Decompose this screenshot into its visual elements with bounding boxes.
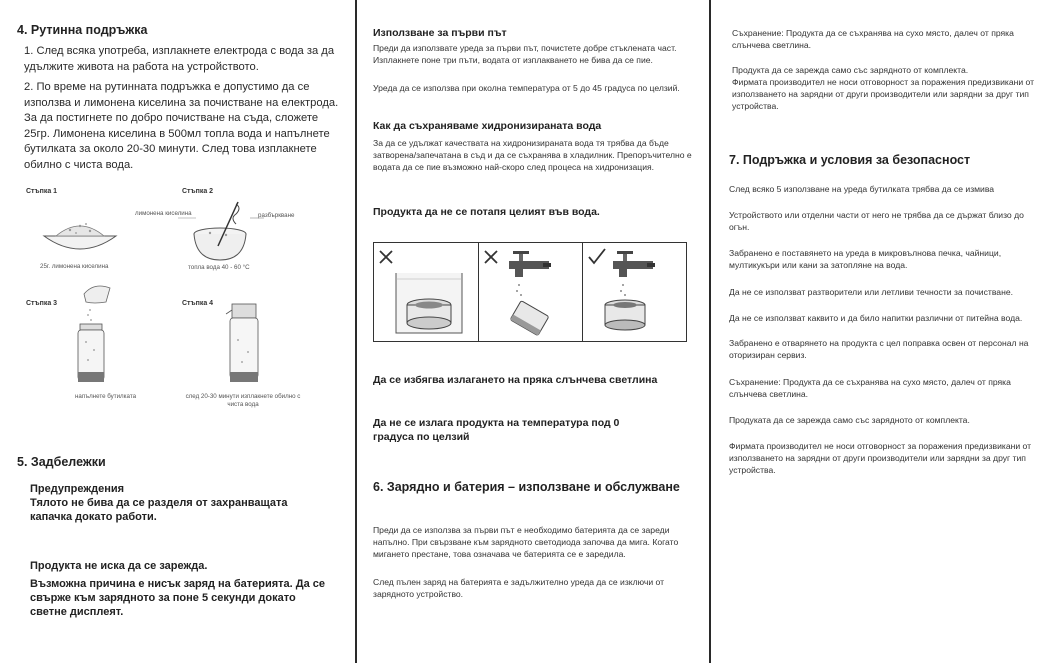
section-4-title: 4. Рутинна подръжка <box>17 23 148 37</box>
list-item: Да не се използват разтворители или летливи течности за почистване. <box>729 287 1013 297</box>
water-faucet-icon <box>509 251 551 277</box>
step-2-label: Стъпка 2 <box>182 188 214 195</box>
charger-note: Продукта да се зарежда само със зарядното от комплекта. <box>732 65 969 75</box>
step-2-caption-right: разбъркване <box>258 212 295 219</box>
step-2-caption-bottom: топла вода 40 - 60 °С <box>188 264 250 271</box>
step-4-label: Стъпка 4 <box>182 300 214 307</box>
column-divider-left <box>355 0 357 663</box>
charging-issue-title: Продукта не иска да се зарежда. <box>30 560 208 572</box>
step-4-caption: след 20-30 минути изплакнете обилно с чиста вода <box>185 393 301 408</box>
freezing-warning-title: Да не се излага продукта на температура под 0 градуса по целзий <box>373 417 620 443</box>
water-faucet-icon <box>613 251 655 277</box>
section-5-title: 5. Задбележки <box>17 455 106 469</box>
storage-note: Съхранение: Продукта да се съхранява на сухо място, далеч от пряка слънчева светлина. <box>732 28 1014 50</box>
storage-text: За да се удължат качествата на хидронизираната вода тя трябва да бъде затворена/запечатана в съд и да се съхранява в хладилник. Препоръчително е водата да се пие възможно най-скоро след процеса на хидронизация. <box>373 138 692 172</box>
list-item: След всяко 5 използване на уреда бутилката трябва да се измива <box>729 184 995 194</box>
section-6-paragraph-2: След пълен заряд на батерията е задължително уреда да се изключи от зарядното устройство. <box>373 577 665 599</box>
first-use-text: Преди да използвате уреда за първи път, почистете добре стъклената част. Изплакнете поне три пъти, водата от изплакването не бива да се пие. <box>373 43 677 65</box>
section-4-paragraph-1: 1. След всяка употреба, изплакнете електрода с вода за да удължите живота на работа на устройството. <box>24 45 335 73</box>
step-1-caption: 25г. лимонена киселина <box>40 263 109 270</box>
list-item: Устройството или отделни части от него не трябва да се държат близо до огън. <box>729 210 1024 232</box>
stirring-pot-icon <box>178 198 268 268</box>
warnings-text: Тялото не бива да се разделя от захранващата капачка докато работи. <box>30 497 288 523</box>
list-item: Продуката да се зарежда само със зарядното от комплекта. <box>729 415 970 425</box>
panel-correct-wash <box>582 243 687 341</box>
column-divider-right <box>709 0 711 663</box>
charging-issue-text: Възможна причина е нисък заряд на батерията. Да се свърже към зарядното за поне 5 секунди докато светне дисплеят. <box>30 578 326 618</box>
panel-no-immerse <box>374 243 478 341</box>
immerse-warning-title: Продукта да не се потапя целият във вода. <box>373 206 600 218</box>
citric-acid-bowl-icon <box>40 210 120 260</box>
cross-mark-icon <box>380 251 392 263</box>
pour-into-bottle-icon <box>66 280 126 390</box>
list-item: Съхранение: Продукта да се съхранява на сухо място, далеч от пряка слънчева светлина. <box>729 377 1011 399</box>
list-item: Забранено е поставянето на уреда в микровълнова печка, чайници, мултикукъри или кани за затопляне на вода. <box>729 248 1002 270</box>
check-mark-icon <box>589 249 605 263</box>
step-2-caption-left: лимонена киселина <box>135 210 192 217</box>
sunlight-warning-title: Да се избягва излагането на пряка слънчева светлина <box>373 374 658 386</box>
warnings-title: Предупреждения <box>30 483 125 495</box>
cross-mark-icon <box>485 251 497 263</box>
list-item: Фирмата производител не носи отговорност за поражения предизвикани от използването на зарядни от други производители или зарядни за друг тип устройства. <box>729 441 1032 475</box>
step-3-label: Стъпка 3 <box>26 300 58 307</box>
column-maintenance <box>0 0 355 663</box>
step-3-caption: напълнете бутилката <box>75 393 137 400</box>
section-6-title: 6. Зарядно и батерия – използване и обслужване <box>373 480 680 494</box>
first-use-title: Използване за първи път <box>373 27 507 39</box>
panel-no-upside-down <box>478 243 583 341</box>
section-6-paragraph-1: Преди да се използва за първи път е необходимо батерията да се зареди напълно. При свързване към зарядното светодиода започва да мига. Когато мигането престане, това означава че батерията се е заредила. <box>373 525 679 559</box>
washing-instructions-illustration <box>373 242 687 342</box>
rinse-bottle-icon <box>220 300 270 390</box>
list-item: Забранено е отварянето на продукта с цел поправка освен от персонал на оторизиран сервиз. <box>729 338 1029 360</box>
storage-title: Как да съхраняваме хидронизираната вода <box>373 120 602 132</box>
section-4-paragraph-2: 2. По време на рутинната подръжка е допустимо да се използва и лимонена киселина за почистване на електрода. За да постигнете по добро почистване на съда, сложете 25гр. Лимонена киселина в 500мл топла вода и напълнете бутилката за около 20-30 минути. След това изплакнете обилно с чиста вода. <box>24 81 339 171</box>
disclaimer-note: Фирмата производител не носи отговорност за поражения предизвикани от използването на зарядни от други производители или зарядни за друг тип устройства. <box>732 77 1035 111</box>
list-item: Да не се използват каквито и да било напитки различни от питейна вода. <box>729 313 1023 323</box>
step-1-label: Стъпка 1 <box>26 188 58 195</box>
section-7-title: 7. Подръжка и условия за безопасност <box>729 153 971 167</box>
temperature-text: Уреда да се използва при околна температура от 5 до 45 градуса по целзий. <box>373 83 680 93</box>
